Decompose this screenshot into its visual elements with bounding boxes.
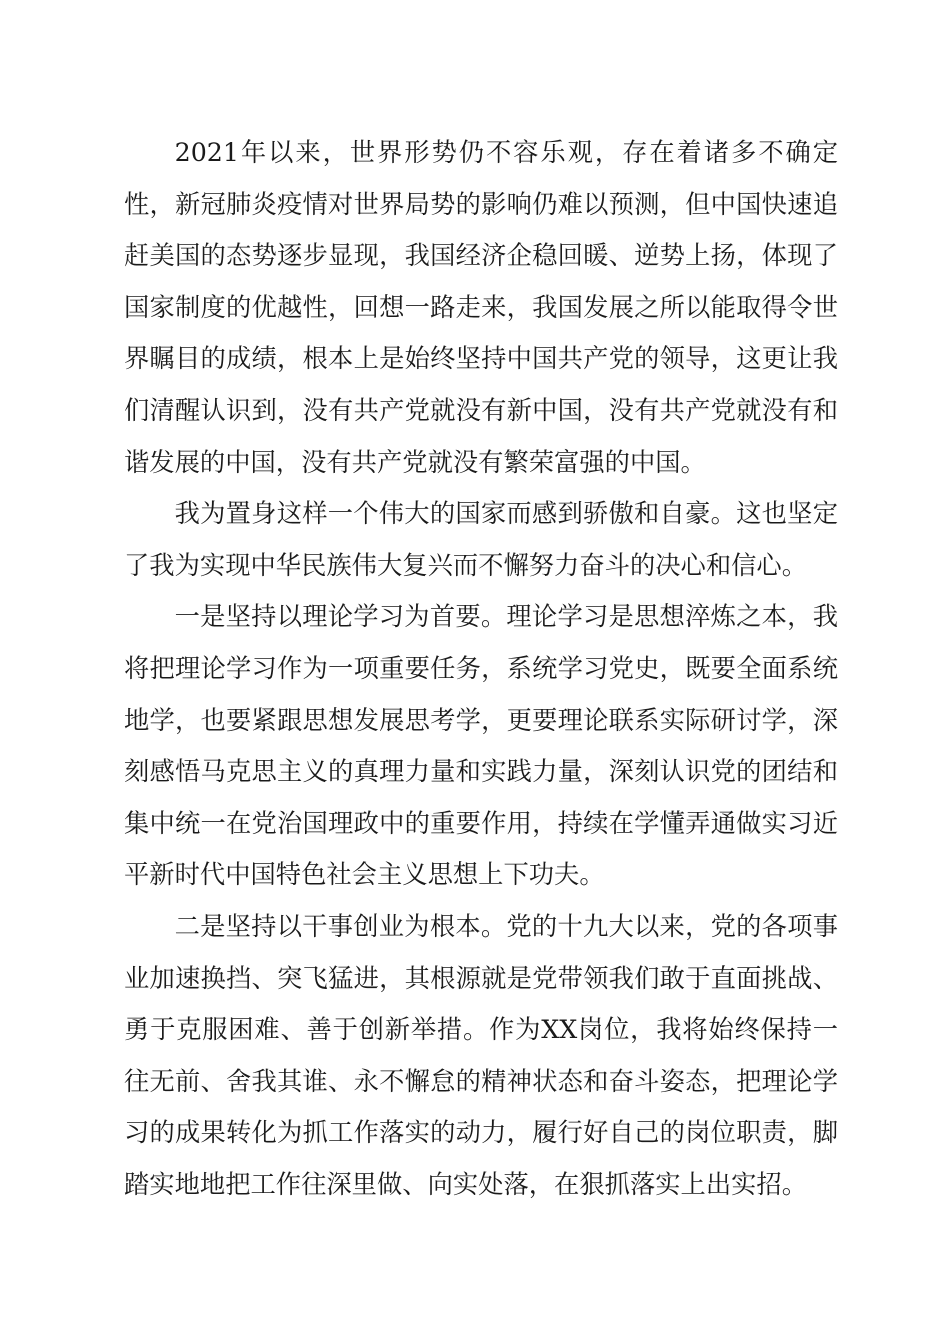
paragraph-work-practice: 二是坚持以干事创业为根本。党的十九大以来，党的各项事业加速换挡、突飞猛进，其根源就是党带领我们敢于直面挑战、勇于克服困难、善于创新举措。作为XX岗位，我将始终保持一往无前、舍我其谁、永不懈怠的精神状态和奋斗姿态，把理论学习的成果转化为抓工作落实的动力，履行好自己的岗位职责，脚踏实地地把工作往深里做、向实处落，在狠抓落实上出实招。 [124, 911, 838, 1199]
paragraph-pride: 我为置身这样一个伟大的国家而感到骄傲和自豪。这也坚定了我为实现中华民族伟大复兴而不懈努力奋斗的决心和信心。 [124, 499, 838, 580]
document-body [124, 127, 838, 1210]
paragraph-intro: 2021年以来，世界形势仍不容乐观，存在着诸多不确定性，新冠肺炎疫情对世界局势的影响仍难以预测，但中国快速追赶美国的态势逐步显现，我国经济企稳回暖、逆势上扬，体现了国家制度的优越性，回想一路走来，我国发展之所以能取得令世界瞩目的成绩，根本上是始终坚持中国共产党的领导，这更让我们清醒认识到，没有共产党就没有新中国，没有共产党就没有和谐发展的中国，没有共产党就没有繁荣富强的中国。 [124, 138, 838, 477]
paragraph-theory-study: 一是坚持以理论学习为首要。理论学习是思想淬炼之本，我将把理论学习作为一项重要任务，系统学习党史，既要全面系统地学，也要紧跟思想发展思考学，更要理论联系实际研讨学，深刻感悟马克思主义的真理力量和实践力量，深刻认识党的团结和集中统一在党治国理政中的重要作用，持续在学懂弄通做实习近平新时代中国特色社会主义思想上下功夫。 [124, 602, 838, 890]
